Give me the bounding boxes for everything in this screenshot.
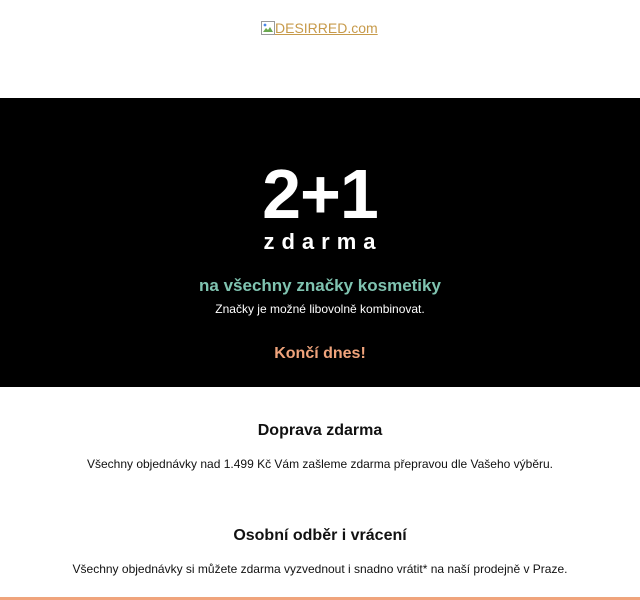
logo-alt-text: DESIRRED.com	[275, 20, 378, 36]
shipping-section	[0, 421, 640, 472]
promo-brands-text: na všechny značky kosmetiky	[199, 276, 441, 295]
broken-image-icon	[261, 21, 275, 35]
pickup-text: Všechny objednávky si můžete zdarma vyzvednout i snadno vrátit* na naší prodejně v Praze.	[72, 562, 568, 576]
pickup-section	[0, 526, 640, 577]
logo-link[interactable]	[261, 20, 378, 36]
shipping-title: Doprava zdarma	[257, 422, 383, 439]
shipping-text: Všechny objednávky nad 1.499 Kč Vám zašleme zdarma přepravou dle Vašeho výběru.	[86, 457, 554, 471]
promo-banner	[0, 98, 640, 387]
promo-headline: 2+1	[262, 155, 378, 233]
promo-combine-text: Značky je možné libovolně kombinovat.	[215, 302, 425, 316]
header	[0, 0, 640, 98]
promo-ends-text: Končí dnes!	[274, 345, 366, 362]
promo-free-label: zdarma	[263, 229, 383, 254]
pickup-title: Osobní odběr i vrácení	[233, 527, 407, 544]
